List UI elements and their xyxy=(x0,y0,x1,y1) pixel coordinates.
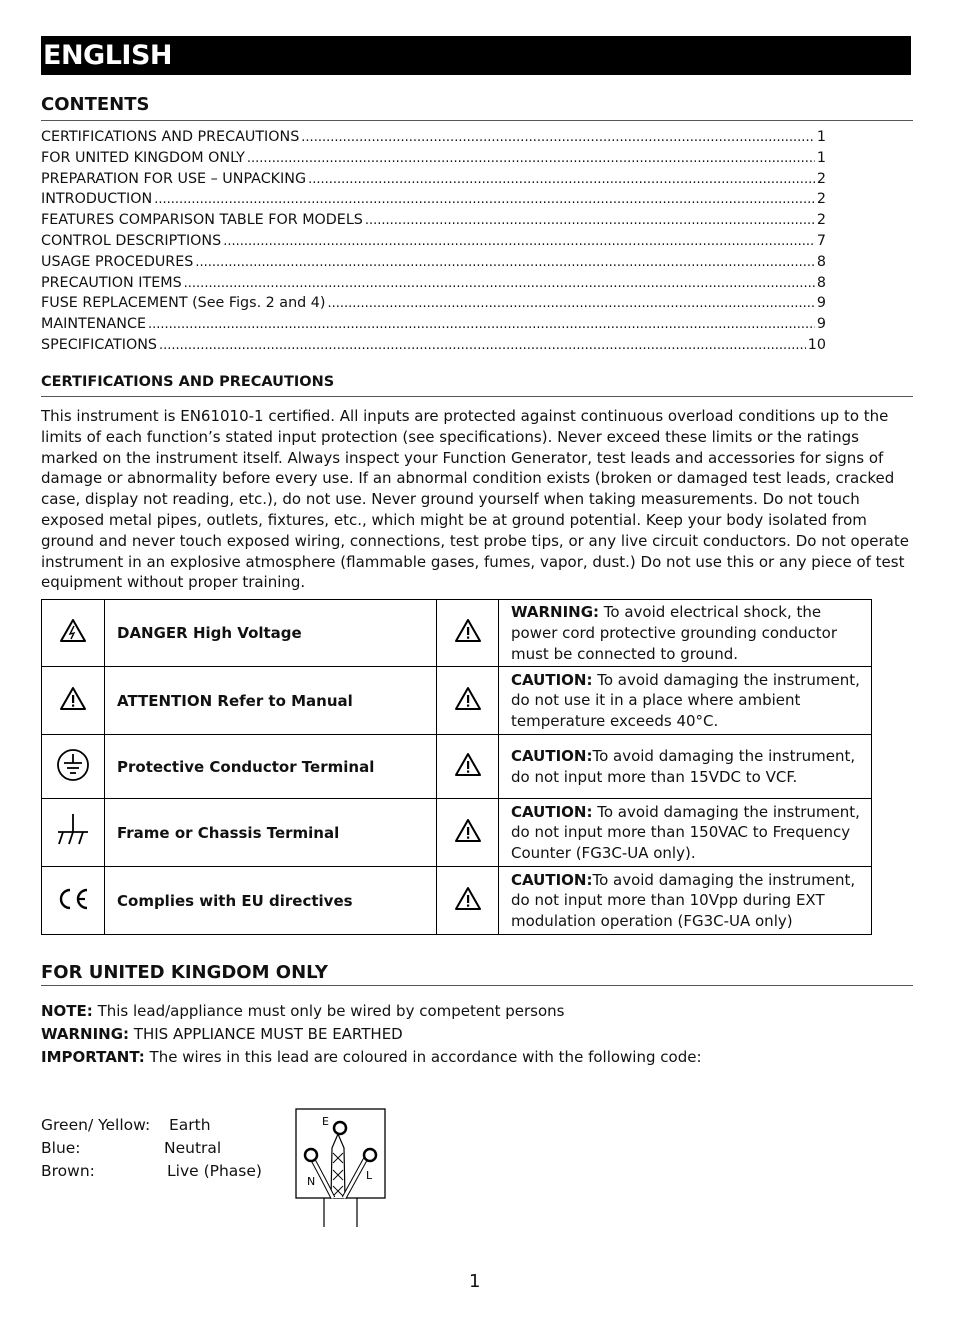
symbol-row xyxy=(42,799,872,867)
warning-text: THIS APPLIANCE MUST BE EARTHED xyxy=(129,1025,403,1043)
plug-wiring-diagram xyxy=(294,1108,388,1228)
toc-entry[interactable] xyxy=(41,189,826,210)
toc-entry-page: 9 xyxy=(816,316,826,333)
toc-leader xyxy=(365,210,815,232)
symbol-row xyxy=(42,735,872,799)
symbol-note xyxy=(499,600,872,667)
toc-entry-page: 2 xyxy=(816,170,826,187)
note-label: NOTE: xyxy=(41,1002,93,1020)
toc-entry-label: USAGE PROCEDURES xyxy=(41,253,194,270)
note-heading: CAUTION: xyxy=(511,870,593,889)
toc-entry[interactable] xyxy=(41,314,826,335)
important-label: IMPORTANT: xyxy=(41,1048,145,1066)
wire-row xyxy=(41,1160,262,1183)
toc-entry-label: CERTIFICATIONS AND PRECAUTIONS xyxy=(41,129,300,145)
certifications-body: This instrument is EN61010-1 certified. All inputs are protected against continuous overload conditions up to the limits of each function’s stated input protection (see specifications). Never exceed these limits or the ratings marked on the instrument itself. Always inspect your Function Generator, test leads and accessories for signs of damage or abnormality before every use. If an abnormal condition exists (broken or damaged test leads, cracked case, display not reading, etc.), do not use. Never ground yourself when taking measurements. Do not touch exposed metal pipes, outlets, fixtures, etc., which might be at ground potential. Keep your body isolated from ground and never touch exposed wiring, connections, test probe tips, or any live circuit conductors. Do not operate instrument in an explosive atmosphere (flammable gases, fumes, vapor, dust.) Do not use this or any piece of test equipment without proper training. xyxy=(41,407,909,592)
toc-leader xyxy=(195,252,815,274)
note-body: To avoid electrical shock, the power cord protective grounding conductor must be connected to ground. xyxy=(511,603,838,663)
page-number: 1 xyxy=(469,1271,481,1292)
protective-earth-icon xyxy=(56,768,90,786)
symbol-note xyxy=(499,735,872,799)
toc-leader xyxy=(247,148,815,170)
toc-entry[interactable] xyxy=(41,231,826,252)
note-body: To avoid damaging the instrument, do not use it in a place where ambient temperature exceeds 40°C. xyxy=(511,670,860,731)
symbol-label: DANGER High Voltage xyxy=(105,600,437,667)
toc-leader xyxy=(154,189,815,211)
uk-important xyxy=(41,1046,702,1069)
symbol-label: ATTENTION Refer to Manual xyxy=(105,667,437,735)
neutral-pin-label: N xyxy=(307,1175,316,1188)
wire-color-list xyxy=(41,1114,262,1183)
uk-warning xyxy=(41,1023,403,1046)
toc-leader xyxy=(308,169,815,191)
uk-title: FOR UNITED KINGDOM ONLY xyxy=(41,962,328,983)
toc-entry[interactable] xyxy=(41,252,826,273)
toc-leader xyxy=(148,314,815,336)
note-body: To avoid damaging the instrument, do not input more than 150VAC to Frequency Counter (FG3C-UA only). xyxy=(511,802,860,863)
certifications-rule xyxy=(41,396,913,397)
note-body: To avoid damaging the instrument, do not input more than 15VDC to VCF. xyxy=(511,747,856,786)
toc-entry-page: 2 xyxy=(816,212,826,229)
toc-entry[interactable] xyxy=(41,293,826,314)
toc-entry[interactable] xyxy=(41,210,826,231)
toc-entry-label: FEATURES COMPARISON TABLE FOR MODELS xyxy=(41,212,363,229)
uk-note xyxy=(41,1000,565,1023)
uk-rule xyxy=(41,985,913,986)
wire-color: Blue: xyxy=(41,1139,81,1157)
toc-entry[interactable] xyxy=(41,335,826,356)
toc-entry-page: 1 xyxy=(816,149,826,166)
note-heading: WARNING: xyxy=(511,603,600,621)
toc-entry-page: 1 xyxy=(816,129,826,145)
symbol-note xyxy=(499,867,872,935)
warning-triangle-icon xyxy=(454,831,482,849)
toc-entry-page: 8 xyxy=(816,253,826,270)
symbol-label: Protective Conductor Terminal xyxy=(105,735,437,799)
safety-symbols-table xyxy=(41,599,872,935)
language-banner: ENGLISH xyxy=(41,36,911,75)
wire-meaning: Earth xyxy=(169,1116,211,1134)
warning-triangle-icon xyxy=(454,699,482,717)
warning-triangle-icon xyxy=(454,631,482,649)
toc-leader xyxy=(223,231,815,253)
live-pin-label: L xyxy=(366,1169,373,1182)
toc-entry-label: FOR UNITED KINGDOM ONLY xyxy=(41,149,245,166)
toc-entry-label: MAINTENANCE xyxy=(41,316,146,333)
toc-entry-label: FUSE REPLACEMENT (See Figs. 2 and 4) xyxy=(41,295,326,312)
note-body: To avoid damaging the instrument, do not input more than 10Vpp during EXT modulation operation (FG3C-UA only) xyxy=(511,870,856,931)
warning-label: WARNING: xyxy=(41,1025,130,1043)
chassis-ground-icon xyxy=(54,836,92,854)
toc-entry[interactable] xyxy=(41,169,826,190)
symbol-row xyxy=(42,867,872,935)
wire-row xyxy=(41,1137,262,1160)
symbol-row xyxy=(42,600,872,667)
wire-meaning: Live (Phase) xyxy=(167,1162,262,1180)
wire-color: Brown: xyxy=(41,1162,95,1180)
warning-triangle-icon xyxy=(59,699,87,717)
certifications-title: CERTIFICATIONS AND PRECAUTIONS xyxy=(41,374,335,390)
toc-leader xyxy=(159,335,806,357)
wire-meaning: Neutral xyxy=(164,1139,222,1157)
note-heading: CAUTION: xyxy=(511,747,593,766)
toc-entry[interactable] xyxy=(41,148,826,169)
toc-entry-label: PRECAUTION ITEMS xyxy=(41,274,182,291)
symbol-label: Complies with EU directives xyxy=(105,867,437,935)
symbol-note xyxy=(499,667,872,735)
high-voltage-icon xyxy=(59,631,87,649)
toc-entry-page: 2 xyxy=(816,191,826,208)
note-text: This lead/appliance must only be wired by competent persons xyxy=(92,1002,565,1020)
important-text: The wires in this lead are coloured in accordance with the following code: xyxy=(144,1048,702,1066)
note-heading: CAUTION: xyxy=(511,670,593,689)
toc-entry-page: 9 xyxy=(816,295,826,312)
earth-pin-label: E xyxy=(322,1115,329,1128)
toc-entry-label: CONTROL DESCRIPTIONS xyxy=(41,232,222,249)
toc-leader xyxy=(184,273,815,295)
warning-triangle-icon xyxy=(454,765,482,783)
toc-entry-page: 8 xyxy=(816,274,826,291)
wire-color: Green/ Yellow: xyxy=(41,1116,151,1134)
toc-entry-page: 7 xyxy=(816,232,826,249)
symbol-note xyxy=(499,799,872,867)
symbol-label: Frame or Chassis Terminal xyxy=(105,799,437,867)
toc-entry-page: 10 xyxy=(807,336,826,353)
toc-entry-label: SPECIFICATIONS xyxy=(41,336,157,353)
toc-entry[interactable] xyxy=(41,127,826,148)
contents-title: CONTENTS xyxy=(41,94,150,115)
toc-leader xyxy=(301,127,815,149)
symbol-row xyxy=(42,667,872,735)
toc-entry-label: INTRODUCTION xyxy=(41,191,153,208)
wire-row xyxy=(41,1114,262,1137)
toc-entry[interactable] xyxy=(41,273,826,294)
warning-triangle-icon xyxy=(454,899,482,917)
table-of-contents xyxy=(41,127,826,356)
contents-rule xyxy=(41,120,913,121)
toc-entry-label: PREPARATION FOR USE – UNPACKING xyxy=(41,170,307,187)
toc-leader xyxy=(327,293,814,315)
ce-mark-icon xyxy=(55,898,91,916)
note-heading: CAUTION: xyxy=(511,802,593,821)
